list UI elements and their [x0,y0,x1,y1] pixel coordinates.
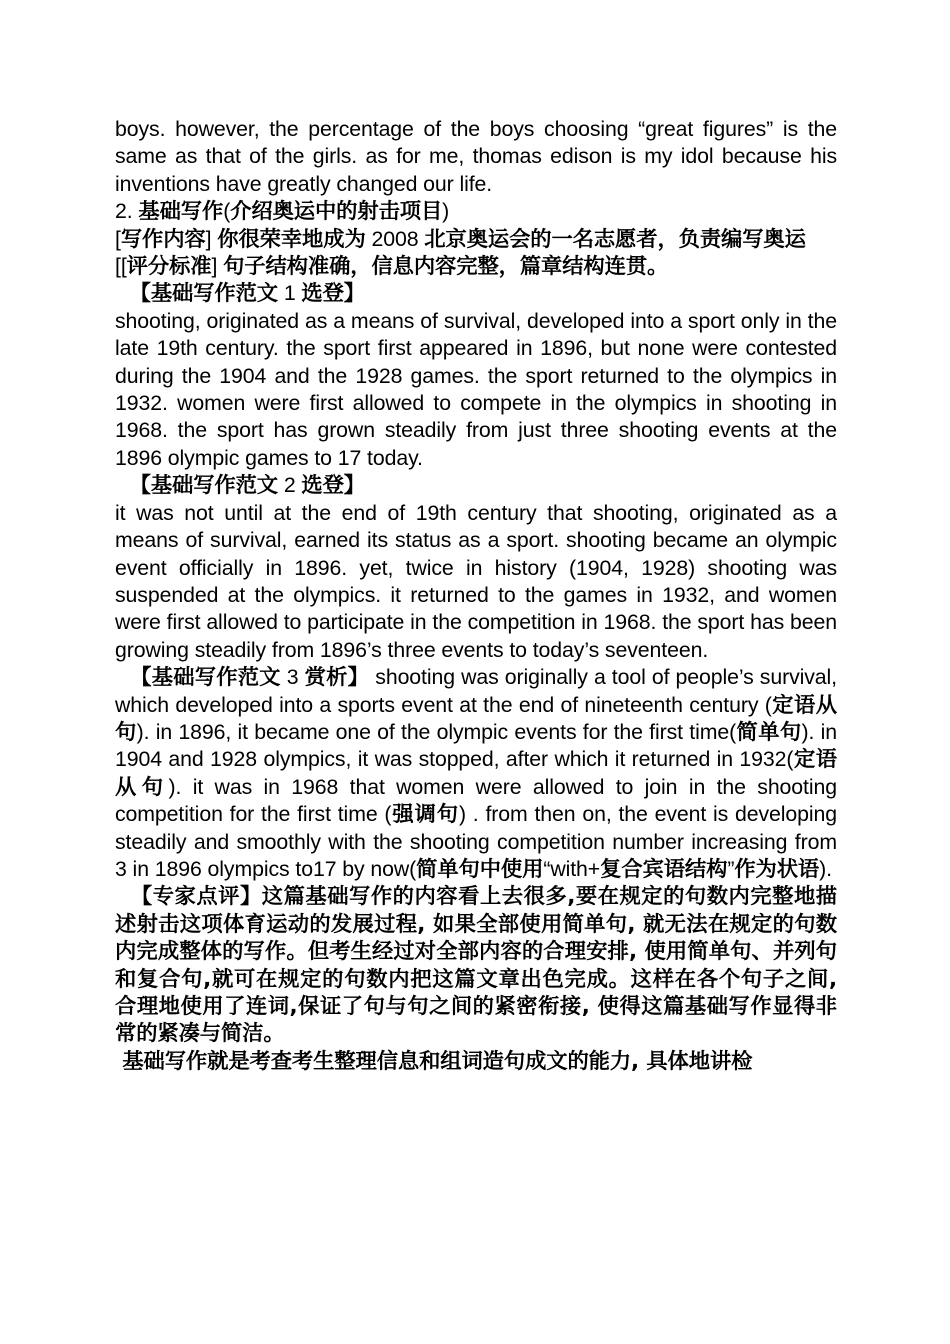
sample-heading-number: 3 [280,665,305,690]
sample-heading-label: 【基础写作范文 [115,473,279,499]
heading-subtitle: 介绍奥运中的射击项目 [230,199,443,225]
grammar-note: 复合宾语结构 [600,856,728,882]
grammar-note-with: with+ [550,856,601,881]
sample-heading-number: 1 [278,281,302,306]
sample-text: ). in 1904 and 1928 olympics, it was stopped, after which it returned in 1932( [115,719,837,772]
sample-2-text [115,500,837,664]
quote-close: ” [727,856,735,881]
task-text-2: 北京奥运会的一名志愿者，负责编写奥运 [424,226,806,252]
sample-text: shooting, originated as a means of survival, developed into a sport only in the late 19th century. the sport first appeared in 1896, but none were contested during the 1904 and the 1928 games. the sport returned to the olympics in 1932. women were first allowed to compete in the olympics in shooting in 1968. the sport has grown steadily from just three shooting events at the 1896 olympic games to 17 today. [115,308,837,470]
writing-task [115,226,837,253]
section-heading-2 [115,198,837,225]
quote-open: “ [543,856,551,881]
sample-3-paragraph [115,664,837,883]
sample-2-heading [115,472,837,499]
sample-heading-number: 2 [278,473,302,498]
task-year: 2008 [365,226,425,251]
grammar-note: 作为状语 [734,856,820,882]
expert-review-text: 【专家点评】这篇基础写作的内容看上去很多,要在规定的句数内完整地描述射击这项体育运动的发展过程, 如果全部使用简单句, 就无法在规定的句数内完成整体的写作。但考生经过对全部内容的合理安排, 使用简单句、并列句和复合句,就可在规定的句数内把这篇文章出色完成。这样在各个句子之间, 合理地使用了连词,保证了句与句之间的紧密衔接, 使得这篇基础写作显得非常的紧凑与简洁。 [115,884,845,1047]
criteria-label: 评分标准 [126,254,212,280]
grammar-note: 定语从句 [115,747,837,800]
grammar-note: 定语从句 [115,692,837,745]
sample-text: it was not until at the end of 19th century that shooting, originated as a means of survival, earned its status as a sport. shooting became an olympic event officially in 1896. yet, twice in history (1904, 1928) shooting was suspended at the olympics. it returned to the games in 1932, and women were first allowed to participate in the competition in 1968. the sport has been growing steadily from 1896’s three events to today’s seventeen. [115,500,837,662]
sample-heading-label: 【基础写作范文 [115,665,281,691]
task-label: 写作内容 [120,226,206,252]
grammar-note: 简单句中使用 [416,856,544,882]
grammar-note: 强调句 [391,802,459,828]
heading-paren-open: ( [223,199,231,224]
paragraph-text: boys. however, the percentage of the boys choosing “great figures” is the same as that of the girls. as for me, thomas edison is my idol because his inventions have greatly changed our life. [115,117,837,196]
sample-text: ). in 1896, it became one of the olympic events for the first time( [136,719,737,744]
sample-heading-tag: 选登】 [301,473,365,499]
criteria-text: 句子结构准确，信息内容完整，篇章结构连贯。 [223,254,669,280]
sample-text: ). it was in 1968 that women were allowed to join in the shooting competition for the first time ( [115,774,837,827]
bracket-open: [[ [115,254,127,279]
document-page [115,116,845,1075]
paragraph-boys-survey [115,116,837,198]
sample-1-text [115,308,837,472]
expert-review [115,883,845,1047]
sample-text: shooting was originally a tool of people’s survival, which developed into a sports event at the end of nineteenth century ( [115,665,837,717]
scoring-criteria [115,253,837,280]
bracket-close: ] [211,254,224,279]
sample-text: ). [819,856,832,881]
heading-number: 2. [115,199,139,224]
sample-text: ) . from then on, the event is developing steadily and smoothly with the shooting competition number increasing from 3 in 1896 olympics to17 by now( [115,802,838,881]
heading-paren-close: ) [442,199,450,224]
closing-paragraph [115,1048,837,1075]
closing-text: 基础写作就是考查考生整理信息和组词造句成文的能力, 具体地讲检 [115,1048,753,1074]
sample-heading-label: 【基础写作范文 [115,281,279,307]
sample-heading-tag: 选登】 [301,281,365,307]
heading-title: 基础写作 [138,199,224,225]
sample-heading-tag: 赏析】 [304,665,370,691]
grammar-note: 简单句 [736,719,802,745]
sample-1-heading [115,280,837,307]
bracket-close: ] [205,226,218,251]
task-text-1: 你很荣幸地成为 [217,226,366,252]
bracket-open: [ [115,226,121,251]
